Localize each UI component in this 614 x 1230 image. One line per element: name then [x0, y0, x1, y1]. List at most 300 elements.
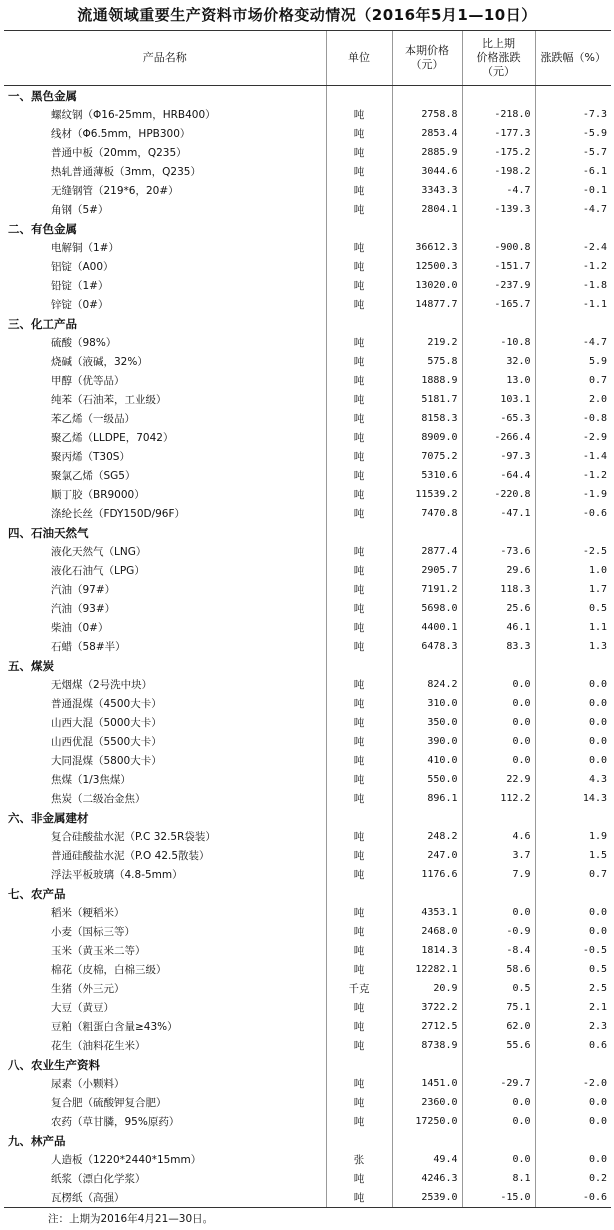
table-row	[4, 1150, 611, 1169]
product-name: 普通混煤（4500大卡）	[51, 698, 162, 710]
unit-cell: 吨	[326, 865, 392, 884]
change-cell: -266.4	[462, 428, 535, 447]
change-cell: 7.9	[462, 865, 535, 884]
product-name: 复合肥（硫酸钾复合肥）	[51, 1097, 167, 1109]
price-cell: 7075.2	[392, 447, 462, 466]
product-name: 普通硅酸盐水泥（P.O 42.5散装）	[51, 850, 210, 862]
product-name: 热轧普通薄板（3mm，Q235）	[51, 166, 201, 178]
empty-cell	[462, 808, 535, 827]
product-name: 纸浆（漂白化学浆）	[51, 1173, 146, 1185]
product-name: 尿素（小颗料）	[51, 1078, 125, 1090]
unit-cell: 吨	[326, 257, 392, 276]
product-name: 聚氯乙烯（SG5）	[51, 470, 136, 482]
price-cell: 3343.3	[392, 181, 462, 200]
pct-cell: -1.8	[535, 276, 611, 295]
price-cell: 20.9	[392, 979, 462, 998]
change-cell: -237.9	[462, 276, 535, 295]
change-cell: -175.2	[462, 143, 535, 162]
pct-cell: 0.5	[535, 599, 611, 618]
change-cell: 0.0	[462, 732, 535, 751]
pct-cell: -0.1	[535, 181, 611, 200]
change-cell: 13.0	[462, 371, 535, 390]
empty-cell	[462, 86, 535, 106]
product-name: 锌锭（0#）	[51, 299, 109, 311]
table-row	[4, 694, 611, 713]
table-row	[4, 504, 611, 523]
pct-cell: 0.7	[535, 865, 611, 884]
price-cell: 4400.1	[392, 618, 462, 637]
table-row	[4, 485, 611, 504]
price-cell: 2905.7	[392, 561, 462, 580]
price-cell: 247.0	[392, 846, 462, 865]
pct-cell: 2.3	[535, 1017, 611, 1036]
price-cell: 8158.3	[392, 409, 462, 428]
empty-cell	[535, 86, 611, 106]
table-row	[4, 371, 611, 390]
empty-cell	[462, 219, 535, 238]
empty-cell	[326, 219, 392, 238]
category-label: 四、石油天然气	[8, 525, 89, 540]
category-row	[4, 86, 611, 106]
empty-cell	[535, 1131, 611, 1150]
change-cell: -900.8	[462, 238, 535, 257]
unit-cell: 吨	[326, 675, 392, 694]
unit-cell: 吨	[326, 542, 392, 561]
product-name: 角钢（5#）	[51, 204, 109, 216]
category-label: 一、黑色金属	[8, 88, 77, 103]
category-label: 七、农产品	[8, 886, 66, 901]
header-change-line: 价格涨跌	[476, 51, 521, 64]
pct-cell: -4.7	[535, 200, 611, 219]
table-row	[4, 1017, 611, 1036]
pct-cell: -0.8	[535, 409, 611, 428]
unit-cell: 吨	[326, 998, 392, 1017]
price-cell: 7470.8	[392, 504, 462, 523]
header-unit: 单位	[326, 31, 392, 86]
price-cell: 8909.0	[392, 428, 462, 447]
price-cell: 1888.9	[392, 371, 462, 390]
header-pct: 涨跌幅（%）	[535, 31, 611, 86]
product-name: 汽油（97#）	[51, 584, 116, 596]
pct-cell: 1.9	[535, 827, 611, 846]
empty-cell	[326, 86, 392, 106]
price-cell: 6478.3	[392, 637, 462, 656]
product-name: 铅锭（1#）	[51, 280, 109, 292]
empty-cell	[392, 808, 462, 827]
change-cell: -29.7	[462, 1074, 535, 1093]
unit-cell: 吨	[326, 124, 392, 143]
unit-cell: 吨	[326, 504, 392, 523]
unit-cell: 吨	[326, 561, 392, 580]
empty-cell	[392, 884, 462, 903]
unit-cell: 吨	[326, 1017, 392, 1036]
change-cell: -139.3	[462, 200, 535, 219]
price-cell: 575.8	[392, 352, 462, 371]
unit-cell: 吨	[326, 637, 392, 656]
header-price-line: 本期价格	[405, 44, 449, 57]
unit-cell: 吨	[326, 466, 392, 485]
table-row	[4, 542, 611, 561]
product-name: 焦煤（1/3焦煤）	[51, 774, 131, 786]
change-cell: -0.9	[462, 922, 535, 941]
price-cell: 12282.1	[392, 960, 462, 979]
product-name: 汽油（93#）	[51, 603, 116, 615]
change-cell: 46.1	[462, 618, 535, 637]
change-cell: 29.6	[462, 561, 535, 580]
change-cell: 75.1	[462, 998, 535, 1017]
table-row	[4, 1169, 611, 1188]
empty-cell	[392, 1055, 462, 1074]
pct-cell: -5.7	[535, 143, 611, 162]
pct-cell: 1.5	[535, 846, 611, 865]
price-cell: 1176.6	[392, 865, 462, 884]
price-cell: 2853.4	[392, 124, 462, 143]
unit-cell: 吨	[326, 1093, 392, 1112]
product-name: 聚乙烯（LLDPE，7042）	[51, 432, 174, 444]
change-cell: -97.3	[462, 447, 535, 466]
change-cell: -4.7	[462, 181, 535, 200]
table-row	[4, 751, 611, 770]
unit-cell: 吨	[326, 580, 392, 599]
table-row	[4, 599, 611, 618]
empty-cell	[462, 656, 535, 675]
unit-cell: 吨	[326, 181, 392, 200]
product-name: 烧碱（液碱，32%）	[51, 356, 148, 368]
change-cell: -73.6	[462, 542, 535, 561]
change-cell: 4.6	[462, 827, 535, 846]
product-name: 液化石油气（LPG）	[51, 565, 145, 577]
pct-cell: 0.0	[535, 751, 611, 770]
unit-cell: 吨	[326, 409, 392, 428]
product-name: 大豆（黄豆）	[51, 1002, 114, 1014]
change-cell: 0.0	[462, 713, 535, 732]
unit-cell: 吨	[326, 371, 392, 390]
change-cell: -10.8	[462, 333, 535, 352]
unit-cell: 吨	[326, 846, 392, 865]
price-cell: 17250.0	[392, 1112, 462, 1131]
pct-cell: -7.3	[535, 105, 611, 124]
table-row	[4, 637, 611, 656]
pct-cell: 0.0	[535, 903, 611, 922]
price-cell: 310.0	[392, 694, 462, 713]
table-row	[4, 295, 611, 314]
product-name: 焦炭（二级冶金焦）	[51, 793, 146, 805]
empty-cell	[326, 1131, 392, 1150]
change-cell: 55.6	[462, 1036, 535, 1055]
pct-cell: -1.1	[535, 295, 611, 314]
pct-cell: 1.1	[535, 618, 611, 637]
unit-cell: 吨	[326, 922, 392, 941]
change-cell: 8.1	[462, 1169, 535, 1188]
header-name: 产品名称	[4, 31, 326, 86]
header-price-line: （元）	[410, 58, 444, 71]
unit-cell: 吨	[326, 276, 392, 295]
unit-cell: 吨	[326, 789, 392, 808]
unit-cell: 吨	[326, 713, 392, 732]
table-body	[4, 86, 611, 1208]
category-row	[4, 523, 611, 542]
empty-cell	[326, 656, 392, 675]
pct-cell: -1.4	[535, 447, 611, 466]
product-name: 线材（Φ6.5mm，HPB300）	[51, 128, 191, 140]
empty-cell	[392, 314, 462, 333]
table-row	[4, 1188, 611, 1208]
category-label: 六、非金属建材	[8, 810, 89, 825]
category-row	[4, 656, 611, 675]
price-cell: 2877.4	[392, 542, 462, 561]
price-cell: 5698.0	[392, 599, 462, 618]
change-cell: 0.5	[462, 979, 535, 998]
unit-cell: 吨	[326, 390, 392, 409]
category-row	[4, 1055, 611, 1074]
change-cell: 83.3	[462, 637, 535, 656]
change-cell: 0.0	[462, 903, 535, 922]
pct-cell: 0.0	[535, 713, 611, 732]
change-cell: -198.2	[462, 162, 535, 181]
pct-cell: -4.7	[535, 333, 611, 352]
change-cell: 0.0	[462, 694, 535, 713]
table-row	[4, 998, 611, 1017]
unit-cell: 吨	[326, 827, 392, 846]
unit-cell: 吨	[326, 485, 392, 504]
empty-cell	[462, 523, 535, 542]
pct-cell: 0.6	[535, 1036, 611, 1055]
category-row	[4, 1131, 611, 1150]
category-row	[4, 808, 611, 827]
table-row	[4, 675, 611, 694]
product-name: 顺丁胶（BR9000）	[51, 489, 145, 501]
product-name: 大同混煤（5800大卡）	[51, 755, 162, 767]
pct-cell: 1.3	[535, 637, 611, 656]
change-cell: 103.1	[462, 390, 535, 409]
pct-cell: 2.5	[535, 979, 611, 998]
change-cell: 25.6	[462, 599, 535, 618]
empty-cell	[535, 1055, 611, 1074]
page-title: 流通领域重要生产资料市场价格变动情况（2016年5月1—10日）	[77, 6, 537, 24]
table-row	[4, 352, 611, 371]
unit-cell: 吨	[326, 941, 392, 960]
price-cell: 550.0	[392, 770, 462, 789]
price-cell: 7191.2	[392, 580, 462, 599]
table-row	[4, 1074, 611, 1093]
empty-cell	[392, 219, 462, 238]
product-name: 山西优混（5500大卡）	[51, 736, 162, 748]
pct-cell: 0.7	[535, 371, 611, 390]
product-name: 石蜡（58#半）	[51, 641, 126, 653]
price-cell: 2804.1	[392, 200, 462, 219]
table-row	[4, 390, 611, 409]
price-cell: 390.0	[392, 732, 462, 751]
price-cell: 36612.3	[392, 238, 462, 257]
price-cell: 2712.5	[392, 1017, 462, 1036]
price-cell: 410.0	[392, 751, 462, 770]
pct-cell: -0.5	[535, 941, 611, 960]
unit-cell: 吨	[326, 428, 392, 447]
price-cell: 4353.1	[392, 903, 462, 922]
header-change-line: （元）	[482, 65, 515, 78]
unit-cell: 吨	[326, 447, 392, 466]
empty-cell	[326, 1055, 392, 1074]
price-cell: 12500.3	[392, 257, 462, 276]
table-row	[4, 466, 611, 485]
table-row	[4, 960, 611, 979]
unit-cell: 吨	[326, 143, 392, 162]
table-row	[4, 580, 611, 599]
pct-cell: 0.0	[535, 1112, 611, 1131]
pct-cell: 1.7	[535, 580, 611, 599]
table-row	[4, 200, 611, 219]
product-name: 无缝钢管（219*6，20#）	[51, 185, 179, 197]
unit-cell: 吨	[326, 162, 392, 181]
table-row	[4, 181, 611, 200]
empty-cell	[462, 1055, 535, 1074]
pct-cell: 0.0	[535, 732, 611, 751]
empty-cell	[392, 86, 462, 106]
table-row	[4, 846, 611, 865]
pct-cell: 0.0	[535, 1150, 611, 1169]
change-cell: 0.0	[462, 1112, 535, 1131]
table-row	[4, 903, 611, 922]
table-row	[4, 1112, 611, 1131]
pct-cell: -1.2	[535, 257, 611, 276]
change-cell: 0.0	[462, 675, 535, 694]
price-cell: 1814.3	[392, 941, 462, 960]
change-cell: 62.0	[462, 1017, 535, 1036]
table-row	[4, 922, 611, 941]
empty-cell	[392, 656, 462, 675]
product-name: 山西大混（5000大卡）	[51, 717, 162, 729]
table-row	[4, 238, 611, 257]
product-name: 无烟煤（2号洗中块）	[51, 679, 153, 691]
table-row	[4, 827, 611, 846]
product-name: 柴油（0#）	[51, 622, 109, 634]
pct-cell: 0.0	[535, 922, 611, 941]
product-name: 纯苯（石油苯，工业级）	[51, 394, 167, 406]
unit-cell: 吨	[326, 105, 392, 124]
empty-cell	[535, 314, 611, 333]
product-name: 人造板（1220*2440*15mm）	[51, 1154, 202, 1166]
unit-cell: 吨	[326, 960, 392, 979]
table-row	[4, 618, 611, 637]
empty-cell	[535, 656, 611, 675]
table-row	[4, 865, 611, 884]
pct-cell: -0.6	[535, 1188, 611, 1208]
price-cell: 4246.3	[392, 1169, 462, 1188]
table-row	[4, 979, 611, 998]
pct-cell: 0.5	[535, 960, 611, 979]
change-cell: -15.0	[462, 1188, 535, 1208]
table-row	[4, 124, 611, 143]
price-cell: 5310.6	[392, 466, 462, 485]
table-row	[4, 770, 611, 789]
table-row	[4, 162, 611, 181]
product-name: 生猪（外三元）	[51, 983, 125, 995]
category-label: 九、林产品	[8, 1133, 66, 1148]
table-row	[4, 789, 611, 808]
product-name: 小麦（国标三等）	[51, 926, 135, 938]
pct-cell: -2.9	[535, 428, 611, 447]
product-name: 棉花（皮棉，白棉三级）	[51, 964, 167, 976]
change-cell: -177.3	[462, 124, 535, 143]
change-cell: -65.3	[462, 409, 535, 428]
unit-cell: 吨	[326, 200, 392, 219]
unit-cell: 吨	[326, 618, 392, 637]
empty-cell	[392, 1131, 462, 1150]
table-row	[4, 941, 611, 960]
table-row	[4, 333, 611, 352]
change-cell: -218.0	[462, 105, 535, 124]
unit-cell: 吨	[326, 770, 392, 789]
product-name: 液化天然气（LNG）	[51, 546, 147, 558]
empty-cell	[392, 523, 462, 542]
table-row	[4, 428, 611, 447]
unit-cell: 吨	[326, 1112, 392, 1131]
product-name: 硫酸（98%）	[51, 337, 117, 349]
pct-cell: -1.2	[535, 466, 611, 485]
price-cell: 8738.9	[392, 1036, 462, 1055]
unit-cell: 吨	[326, 751, 392, 770]
category-label: 八、农业生产资料	[8, 1057, 100, 1072]
unit-cell: 吨	[326, 1074, 392, 1093]
product-name: 浮法平板玻璃（4.8-5mm）	[51, 869, 183, 881]
table-row	[4, 732, 611, 751]
price-cell: 248.2	[392, 827, 462, 846]
pct-cell: 4.3	[535, 770, 611, 789]
empty-cell	[462, 1131, 535, 1150]
empty-cell	[326, 808, 392, 827]
price-cell: 49.4	[392, 1150, 462, 1169]
table-row	[4, 561, 611, 580]
product-name: 甲醇（优等品）	[51, 375, 125, 387]
category-label: 五、煤炭	[8, 658, 54, 673]
change-cell: 3.7	[462, 846, 535, 865]
price-table	[4, 30, 611, 1208]
price-cell: 3044.6	[392, 162, 462, 181]
price-cell: 2758.8	[392, 105, 462, 124]
empty-cell	[462, 884, 535, 903]
product-name: 铝锭（A00）	[51, 261, 114, 273]
unit-cell: 吨	[326, 1188, 392, 1208]
price-cell: 2885.9	[392, 143, 462, 162]
unit-cell: 吨	[326, 295, 392, 314]
product-name: 玉米（黄玉米二等）	[51, 945, 146, 957]
unit-cell: 吨	[326, 238, 392, 257]
pct-cell: 14.3	[535, 789, 611, 808]
pct-cell: -5.9	[535, 124, 611, 143]
unit-cell: 吨	[326, 333, 392, 352]
change-cell: -64.4	[462, 466, 535, 485]
category-row	[4, 884, 611, 903]
empty-cell	[535, 523, 611, 542]
price-cell: 896.1	[392, 789, 462, 808]
change-cell: 0.0	[462, 751, 535, 770]
change-cell: -8.4	[462, 941, 535, 960]
empty-cell	[326, 314, 392, 333]
unit-cell: 吨	[326, 599, 392, 618]
change-cell: -151.7	[462, 257, 535, 276]
product-name: 稻米（粳稻米）	[51, 907, 125, 919]
price-cell: 11539.2	[392, 485, 462, 504]
pct-cell: 0.0	[535, 675, 611, 694]
change-cell: -47.1	[462, 504, 535, 523]
table-row	[4, 1093, 611, 1112]
change-cell: 118.3	[462, 580, 535, 599]
change-cell: 112.2	[462, 789, 535, 808]
unit-cell: 吨	[326, 694, 392, 713]
table-row	[4, 409, 611, 428]
price-cell: 3722.2	[392, 998, 462, 1017]
product-name: 农药（草甘膦，95%原药）	[51, 1116, 180, 1128]
